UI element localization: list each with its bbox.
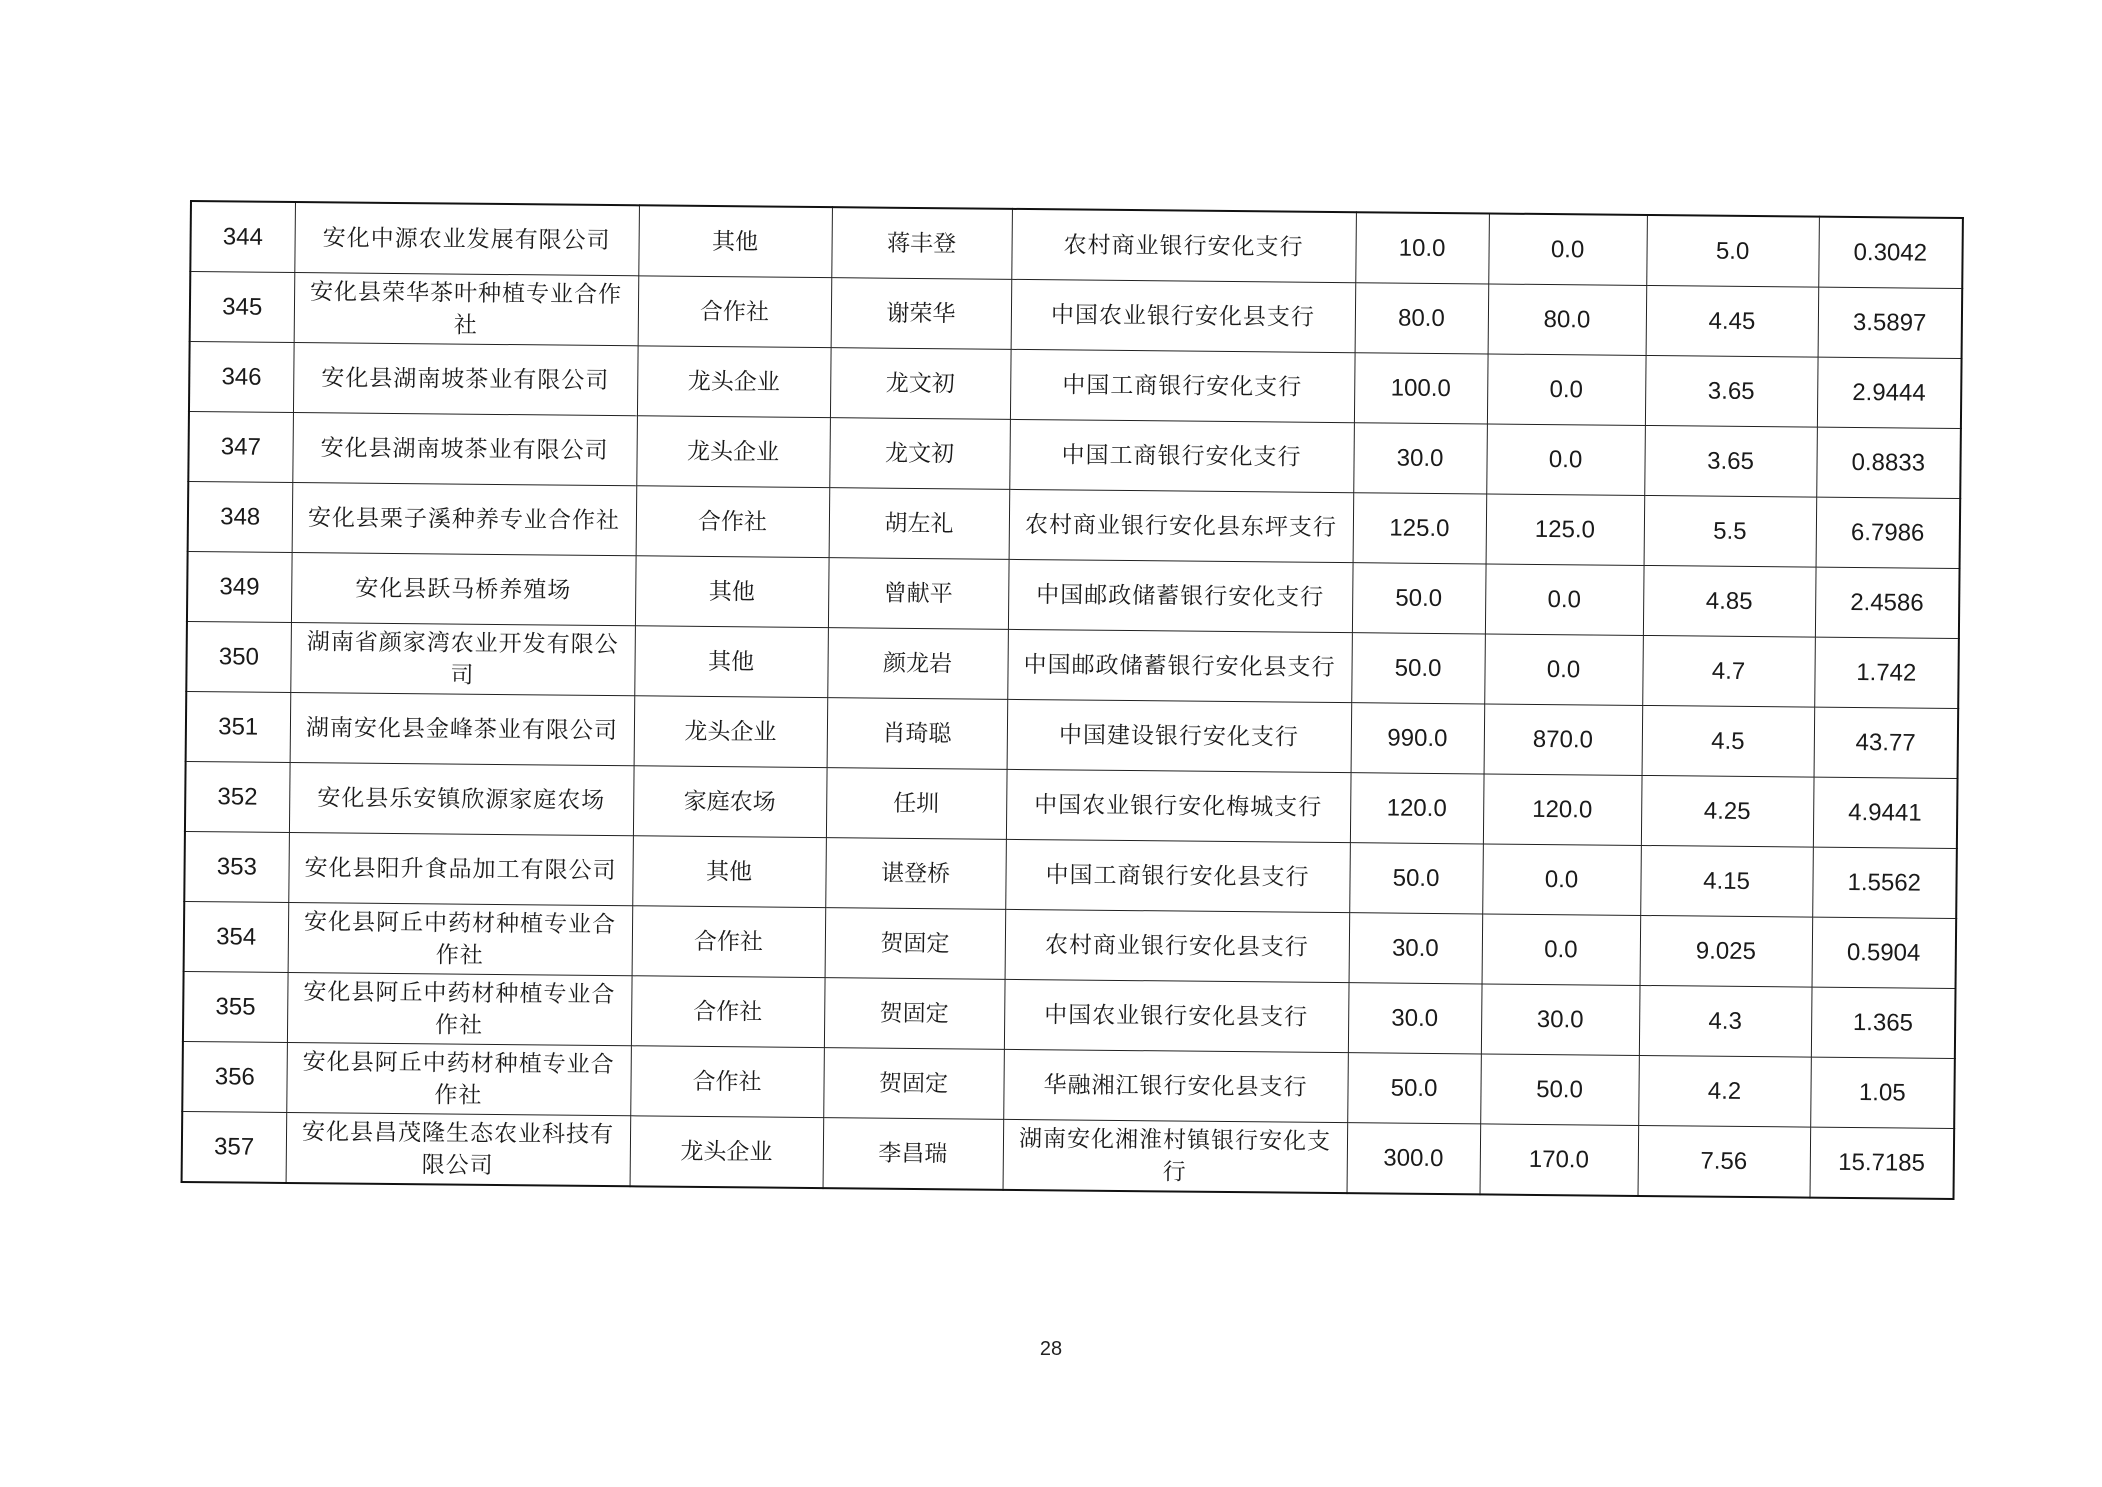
entity-type-cell: 其他: [638, 205, 832, 277]
interest-rate-cell: 3.65: [1645, 355, 1818, 427]
bank-name-cell: 中国农业银行安化县支行: [1004, 979, 1349, 1052]
interest-rate-cell: 4.7: [1642, 635, 1815, 707]
interest-rate-cell: 9.025: [1640, 915, 1813, 987]
legal-person-cell: 谢荣华: [831, 278, 1012, 350]
loan-amount-cell: 990.0: [1351, 703, 1485, 774]
loan-table: [181, 200, 1964, 1200]
row-number-cell: 347: [188, 411, 293, 482]
subsidy-amount-cell: 1.742: [1814, 637, 1959, 708]
bank-name-cell: 中国邮政储蓄银行安化支行: [1008, 559, 1353, 632]
page-number: 28: [1039, 1338, 1063, 1360]
company-name-cell: 安化县跃马桥养殖场: [291, 552, 636, 625]
company-name-cell: 安化县阳升食品加工有限公司: [288, 832, 633, 905]
legal-person-cell: 贺固定: [825, 908, 1006, 980]
row-number-cell: 346: [189, 342, 294, 413]
subsidy-amount-cell: 1.05: [1810, 1057, 1955, 1128]
company-name-cell: 安化县栗子溪种养专业合作社: [292, 482, 637, 555]
company-name-cell: 安化县乐安镇欣源家庭农场: [289, 762, 634, 835]
legal-person-cell: 颜龙岩: [827, 628, 1008, 700]
entity-type-cell: 龙头企业: [637, 346, 831, 418]
bank-name-cell: 中国工商银行安化支行: [1009, 419, 1354, 492]
bank-name-cell: 中国建设银行安化支行: [1007, 699, 1352, 772]
bank-name-cell: 中国工商银行安化支行: [1010, 349, 1355, 422]
row-number-cell: 350: [186, 621, 291, 692]
company-name-cell: 安化县湖南坡茶业有限公司: [292, 412, 637, 485]
loan-amount-cell: 120.0: [1350, 773, 1484, 844]
entity-type-cell: 合作社: [632, 906, 826, 978]
table-body: [182, 201, 1963, 1199]
row-number-cell: 345: [190, 272, 295, 343]
company-name-cell: 安化县湖南坡茶业有限公司: [293, 343, 638, 416]
subsidy-base-cell: 0.0: [1487, 354, 1646, 426]
legal-person-cell: 贺固定: [823, 1048, 1004, 1120]
legal-person-cell: 胡左礼: [829, 488, 1010, 560]
entity-type-cell: 其他: [632, 836, 826, 908]
entity-type-cell: 合作社: [636, 486, 830, 558]
interest-rate-cell: 4.5: [1642, 705, 1815, 777]
interest-rate-cell: 3.65: [1644, 425, 1817, 497]
legal-person-cell: 谌登桥: [825, 838, 1006, 910]
row-number-cell: 348: [188, 481, 293, 552]
subsidy-amount-cell: 0.5904: [1812, 917, 1957, 988]
legal-person-cell: 贺固定: [824, 978, 1005, 1050]
subsidy-amount-cell: 15.7185: [1809, 1127, 1954, 1199]
subsidy-base-cell: 0.0: [1485, 564, 1644, 636]
interest-rate-cell: 7.56: [1638, 1125, 1811, 1197]
row-number-cell: 344: [190, 201, 295, 272]
bank-name-cell: 中国邮政储蓄银行安化县支行: [1007, 629, 1352, 702]
row-number-cell: 357: [182, 1111, 287, 1182]
bank-name-cell: 农村商业银行安化县东坪支行: [1009, 489, 1354, 562]
legal-person-cell: 龙文初: [830, 348, 1011, 420]
loan-amount-cell: 300.0: [1347, 1123, 1481, 1195]
subsidy-base-cell: 0.0: [1484, 634, 1643, 706]
company-name-cell: 安化县昌茂隆生态农业科技有限公司: [286, 1112, 631, 1186]
subsidy-amount-cell: 2.9444: [1817, 357, 1962, 428]
row-number-cell: 354: [184, 901, 289, 972]
company-name-cell: 安化县荣华茶叶种植专业合作社: [294, 273, 639, 346]
entity-type-cell: 龙头企业: [636, 416, 830, 488]
loan-amount-cell: 30.0: [1353, 423, 1487, 494]
bank-name-cell: 中国农业银行安化梅城支行: [1006, 769, 1351, 842]
bank-name-cell: 农村商业银行安化县支行: [1005, 909, 1350, 982]
company-name-cell: 安化县阿丘中药材种植专业合作社: [286, 1042, 631, 1115]
interest-rate-cell: 5.5: [1644, 495, 1817, 567]
company-name-cell: 安化县阿丘中药材种植专业合作社: [288, 902, 633, 975]
loan-amount-cell: 50.0: [1349, 843, 1483, 914]
interest-rate-cell: 4.45: [1646, 285, 1819, 357]
loan-amount-cell: 125.0: [1353, 493, 1487, 564]
interest-rate-cell: 4.15: [1640, 845, 1813, 917]
subsidy-amount-cell: 4.9441: [1813, 777, 1958, 848]
legal-person-cell: 肖琦聪: [827, 698, 1008, 770]
entity-type-cell: 合作社: [638, 276, 832, 348]
subsidy-amount-cell: 0.8833: [1816, 427, 1961, 498]
entity-type-cell: 合作社: [631, 976, 825, 1048]
bank-name-cell: 农村商业银行安化支行: [1011, 209, 1356, 283]
subsidy-base-cell: 50.0: [1480, 1054, 1639, 1126]
subsidy-base-cell: 0.0: [1482, 914, 1641, 986]
subsidy-base-cell: 870.0: [1484, 704, 1643, 776]
subsidy-base-cell: 80.0: [1488, 284, 1647, 356]
entity-type-cell: 龙头企业: [634, 696, 828, 768]
interest-rate-cell: 5.0: [1646, 215, 1819, 287]
subsidy-amount-cell: 3.5897: [1818, 287, 1963, 358]
entity-type-cell: 合作社: [630, 1046, 824, 1118]
entity-type-cell: 其他: [635, 556, 829, 628]
subsidy-base-cell: 0.0: [1486, 424, 1645, 496]
loan-amount-cell: 30.0: [1348, 983, 1482, 1054]
loan-amount-cell: 80.0: [1355, 283, 1489, 354]
company-name-cell: 湖南省颜家湾农业开发有限公司: [290, 622, 635, 695]
entity-type-cell: 其他: [634, 626, 828, 698]
interest-rate-cell: 4.2: [1638, 1055, 1811, 1127]
subsidy-base-cell: 170.0: [1480, 1124, 1639, 1196]
subsidy-amount-cell: 1.365: [1811, 987, 1956, 1058]
company-name-cell: 安化县阿丘中药材种植专业合作社: [287, 972, 632, 1045]
row-number-cell: 355: [183, 971, 288, 1042]
legal-person-cell: 曾献平: [828, 558, 1009, 630]
loan-amount-cell: 10.0: [1355, 212, 1489, 284]
row-number-cell: 351: [186, 691, 291, 762]
row-number-cell: 353: [184, 831, 289, 902]
bank-name-cell: 湖南安化湘淮村镇银行安化支行: [1003, 1119, 1348, 1193]
row-number-cell: 356: [182, 1041, 287, 1112]
subsidy-base-cell: 0.0: [1488, 213, 1647, 285]
loan-amount-cell: 100.0: [1354, 353, 1488, 424]
subsidy-amount-cell: 43.77: [1814, 707, 1959, 778]
bank-name-cell: 中国农业银行安化县支行: [1011, 279, 1356, 352]
row-number-cell: 352: [185, 761, 290, 832]
loan-amount-cell: 50.0: [1351, 633, 1485, 704]
subsidy-base-cell: 120.0: [1483, 774, 1642, 846]
loan-table-wrapper: [181, 200, 1962, 1200]
legal-person-cell: 龙文初: [829, 418, 1010, 490]
bank-name-cell: 中国工商银行安化县支行: [1005, 839, 1350, 912]
entity-type-cell: 龙头企业: [630, 1116, 824, 1188]
loan-amount-cell: 50.0: [1347, 1053, 1481, 1124]
subsidy-amount-cell: 2.4586: [1815, 567, 1960, 638]
legal-person-cell: 李昌瑞: [823, 1118, 1004, 1190]
bank-name-cell: 华融湘江银行安化县支行: [1003, 1049, 1348, 1122]
entity-type-cell: 家庭农场: [633, 766, 827, 838]
subsidy-base-cell: 30.0: [1481, 984, 1640, 1056]
company-name-cell: 湖南安化县金峰茶业有限公司: [290, 692, 635, 765]
interest-rate-cell: 4.3: [1639, 985, 1812, 1057]
loan-amount-cell: 30.0: [1349, 913, 1483, 984]
interest-rate-cell: 4.25: [1641, 775, 1814, 847]
legal-person-cell: 蒋丰登: [831, 207, 1012, 279]
subsidy-base-cell: 125.0: [1486, 494, 1645, 566]
subsidy-amount-cell: 6.7986: [1816, 497, 1961, 568]
loan-amount-cell: 50.0: [1352, 563, 1486, 634]
legal-person-cell: 任圳: [826, 768, 1007, 840]
interest-rate-cell: 4.85: [1643, 565, 1816, 637]
subsidy-amount-cell: 0.3042: [1818, 217, 1963, 289]
row-number-cell: 349: [187, 551, 292, 622]
subsidy-amount-cell: 1.5562: [1812, 847, 1957, 918]
subsidy-base-cell: 0.0: [1482, 844, 1641, 916]
company-name-cell: 安化中源农业发展有限公司: [294, 202, 639, 276]
